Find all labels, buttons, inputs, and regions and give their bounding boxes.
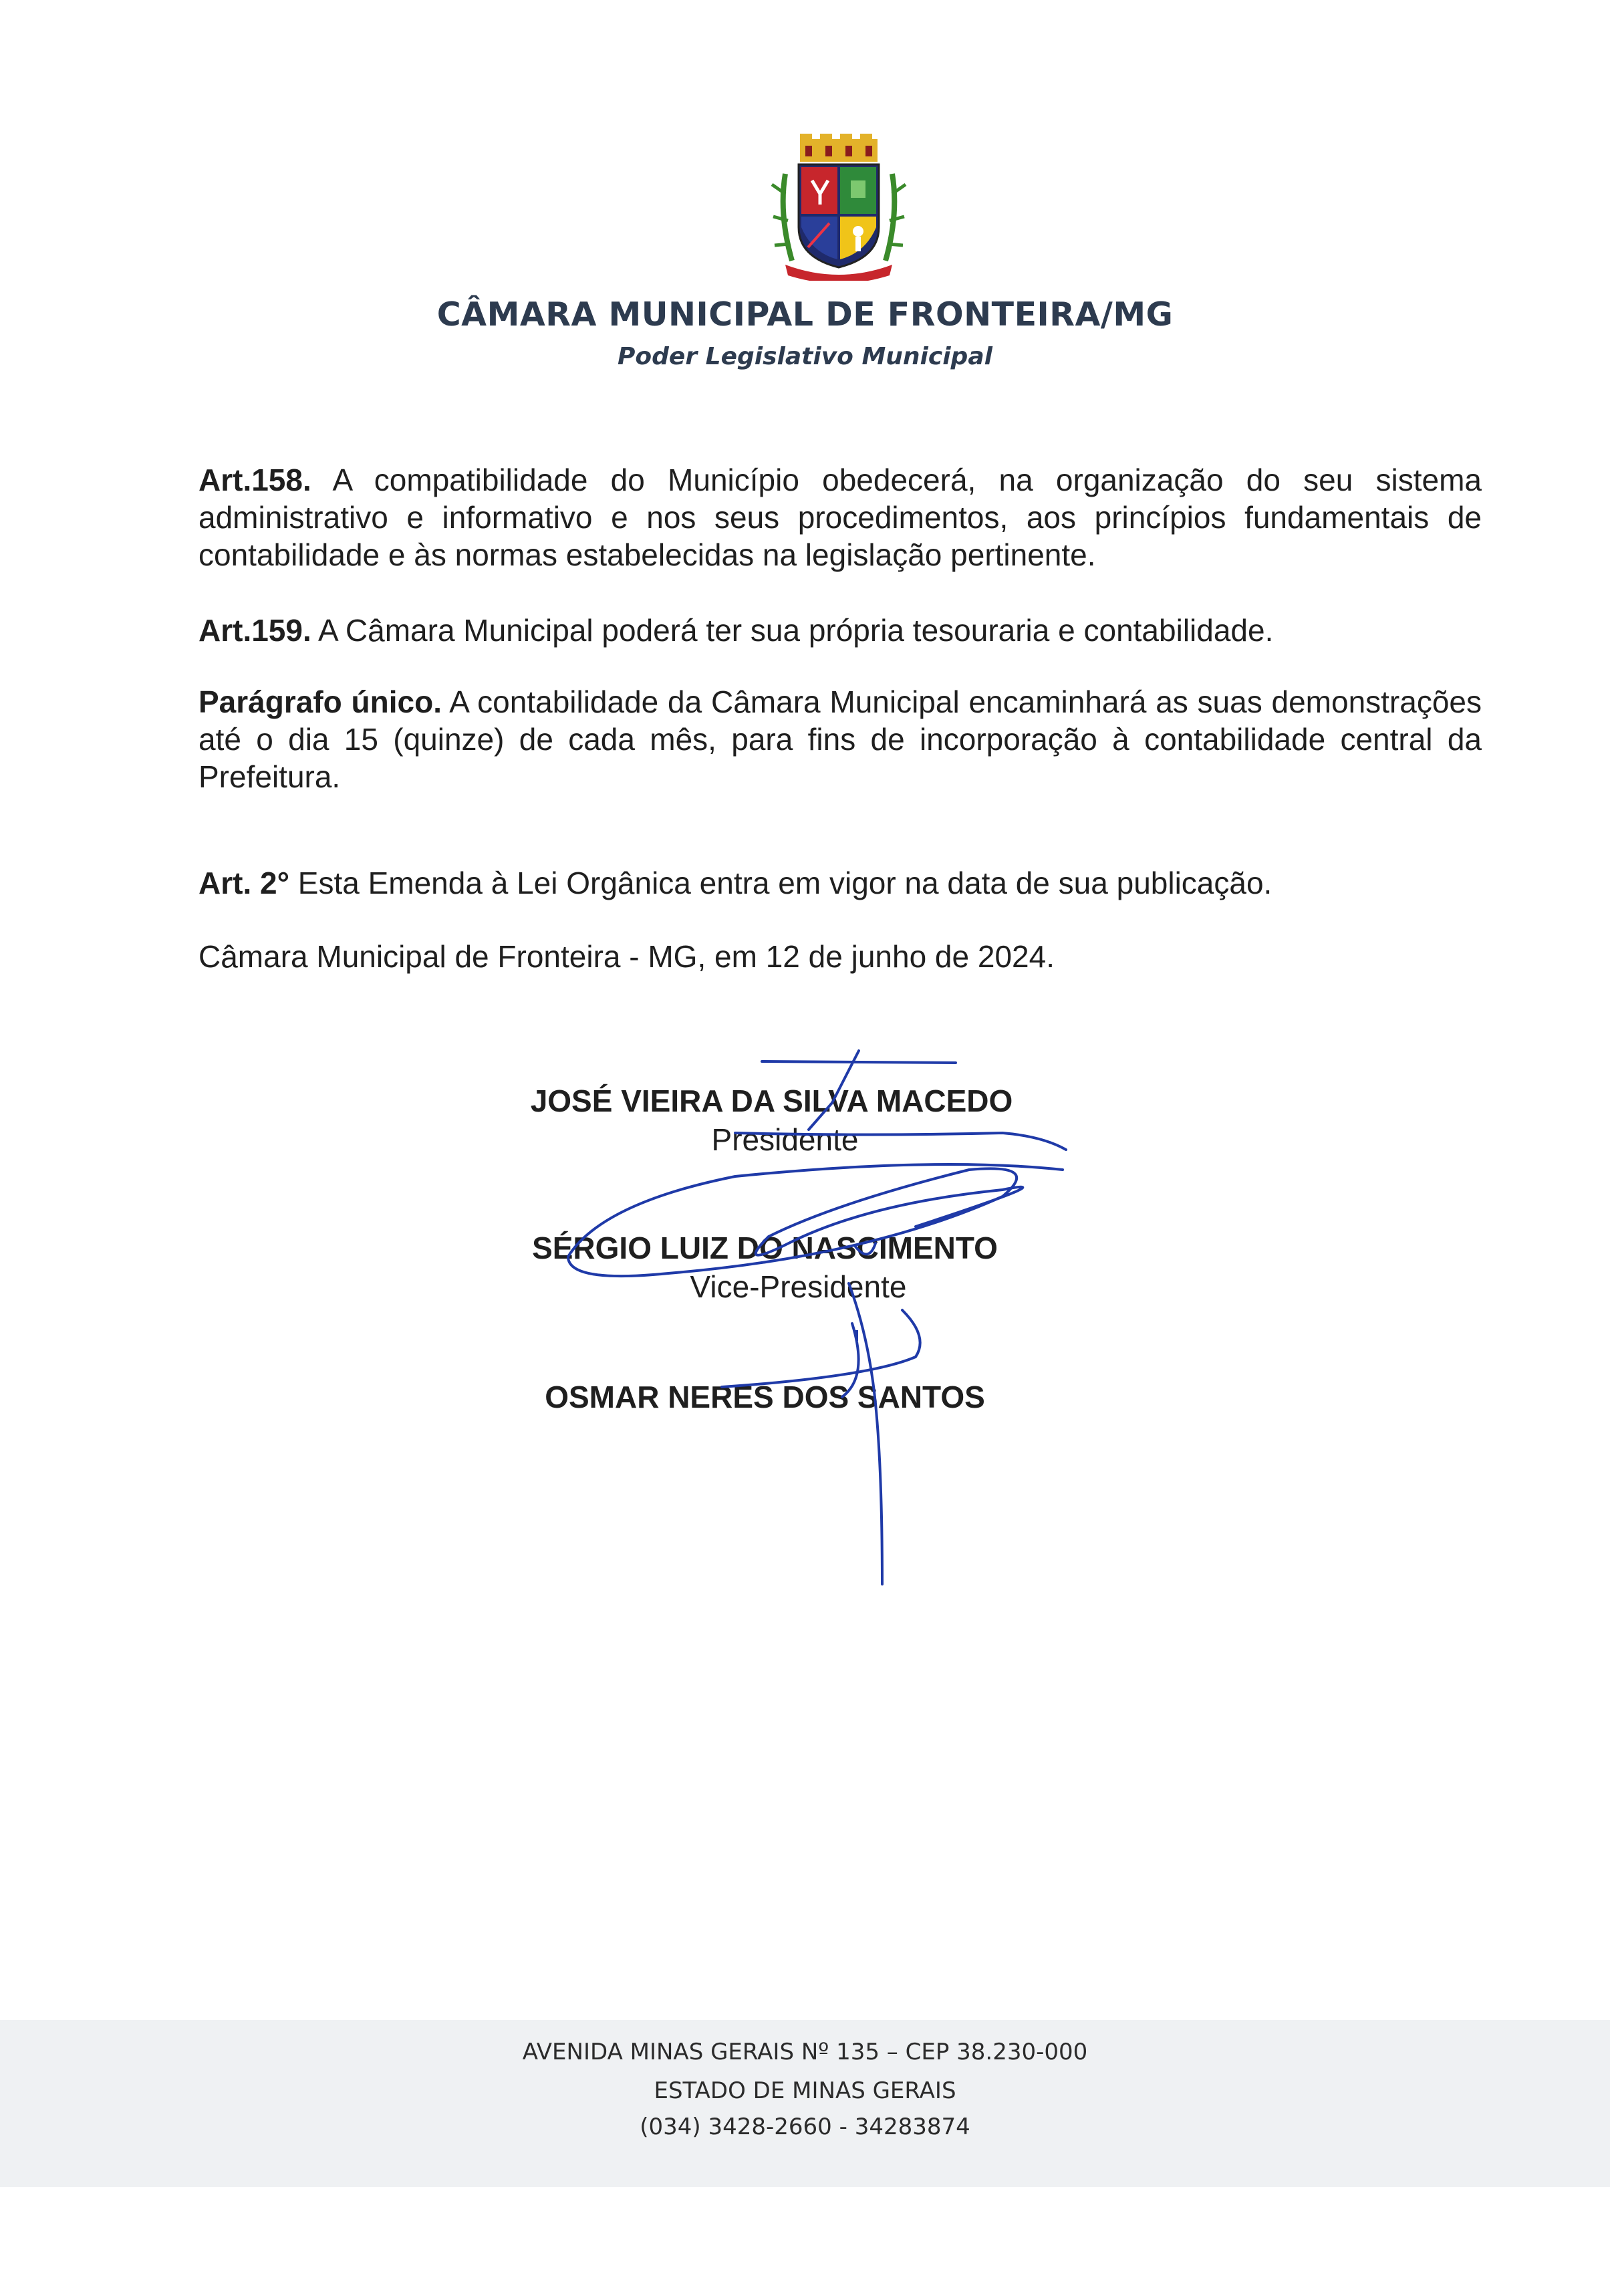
organization-name: CÂMARA MUNICIPAL DE FRONTEIRA/MG — [436, 295, 1174, 334]
article-158-text: A compatibilidade do Município obedecerá, na organização do seu sistema administrativo e informativo e nos seus procedimentos, aos princípios fundamentais de contabilidade e às normas estabelecidas na legislação pertinente. — [198, 463, 1482, 572]
article-159 — [198, 612, 1482, 649]
article-159-text: A Câmara Municipal poderá ter sua própria tesouraria e contabilidade. — [318, 613, 1274, 648]
signatory-1-name: JOSÉ VIEIRA DA SILVA MACEDO — [530, 1083, 1013, 1118]
signatory-1-role: Presidente — [711, 1122, 859, 1157]
organization-subtitle: Poder Legislativo Municipal — [618, 343, 992, 370]
article-159-label: Art.159. — [198, 613, 311, 648]
coat-of-arms-icon — [765, 134, 912, 281]
footer-phone: (034) 3428-2660 - 34283874 — [640, 2114, 970, 2140]
sole-paragraph-label: Parágrafo único. — [198, 684, 442, 719]
signatory-2-role: Vice-Presidente — [690, 1269, 907, 1304]
footer-address: AVENIDA MINAS GERAIS Nº 135 – CEP 38.230-000 — [522, 2039, 1088, 2065]
sole-paragraph-text: A contabilidade da Câmara Municipal encaminhará as suas demonstrações até o dia 15 (quinze) de cada mês, para fins de incorporação à contabilidade central da Prefeitura. — [198, 684, 1482, 794]
signatory-2-name: SÉRGIO LUIZ DO NASCIMENTO — [532, 1231, 998, 1265]
article-2-label: Art. 2° — [198, 866, 289, 900]
article-2 — [198, 864, 1482, 902]
place-and-date: Câmara Municipal de Fronteira - MG, em 12 de junho de 2024. — [198, 939, 1055, 974]
article-2-text: Esta Emenda à Lei Orgânica entra em vigor na data de sua publicação. — [297, 866, 1272, 900]
signatory-3-name: OSMAR NERES DOS SANTOS — [545, 1380, 985, 1414]
footer-state: ESTADO DE MINAS GERAIS — [654, 2077, 956, 2104]
article-158 — [198, 461, 1482, 573]
sole-paragraph — [198, 683, 1482, 795]
article-158-label: Art.158. — [198, 463, 311, 497]
